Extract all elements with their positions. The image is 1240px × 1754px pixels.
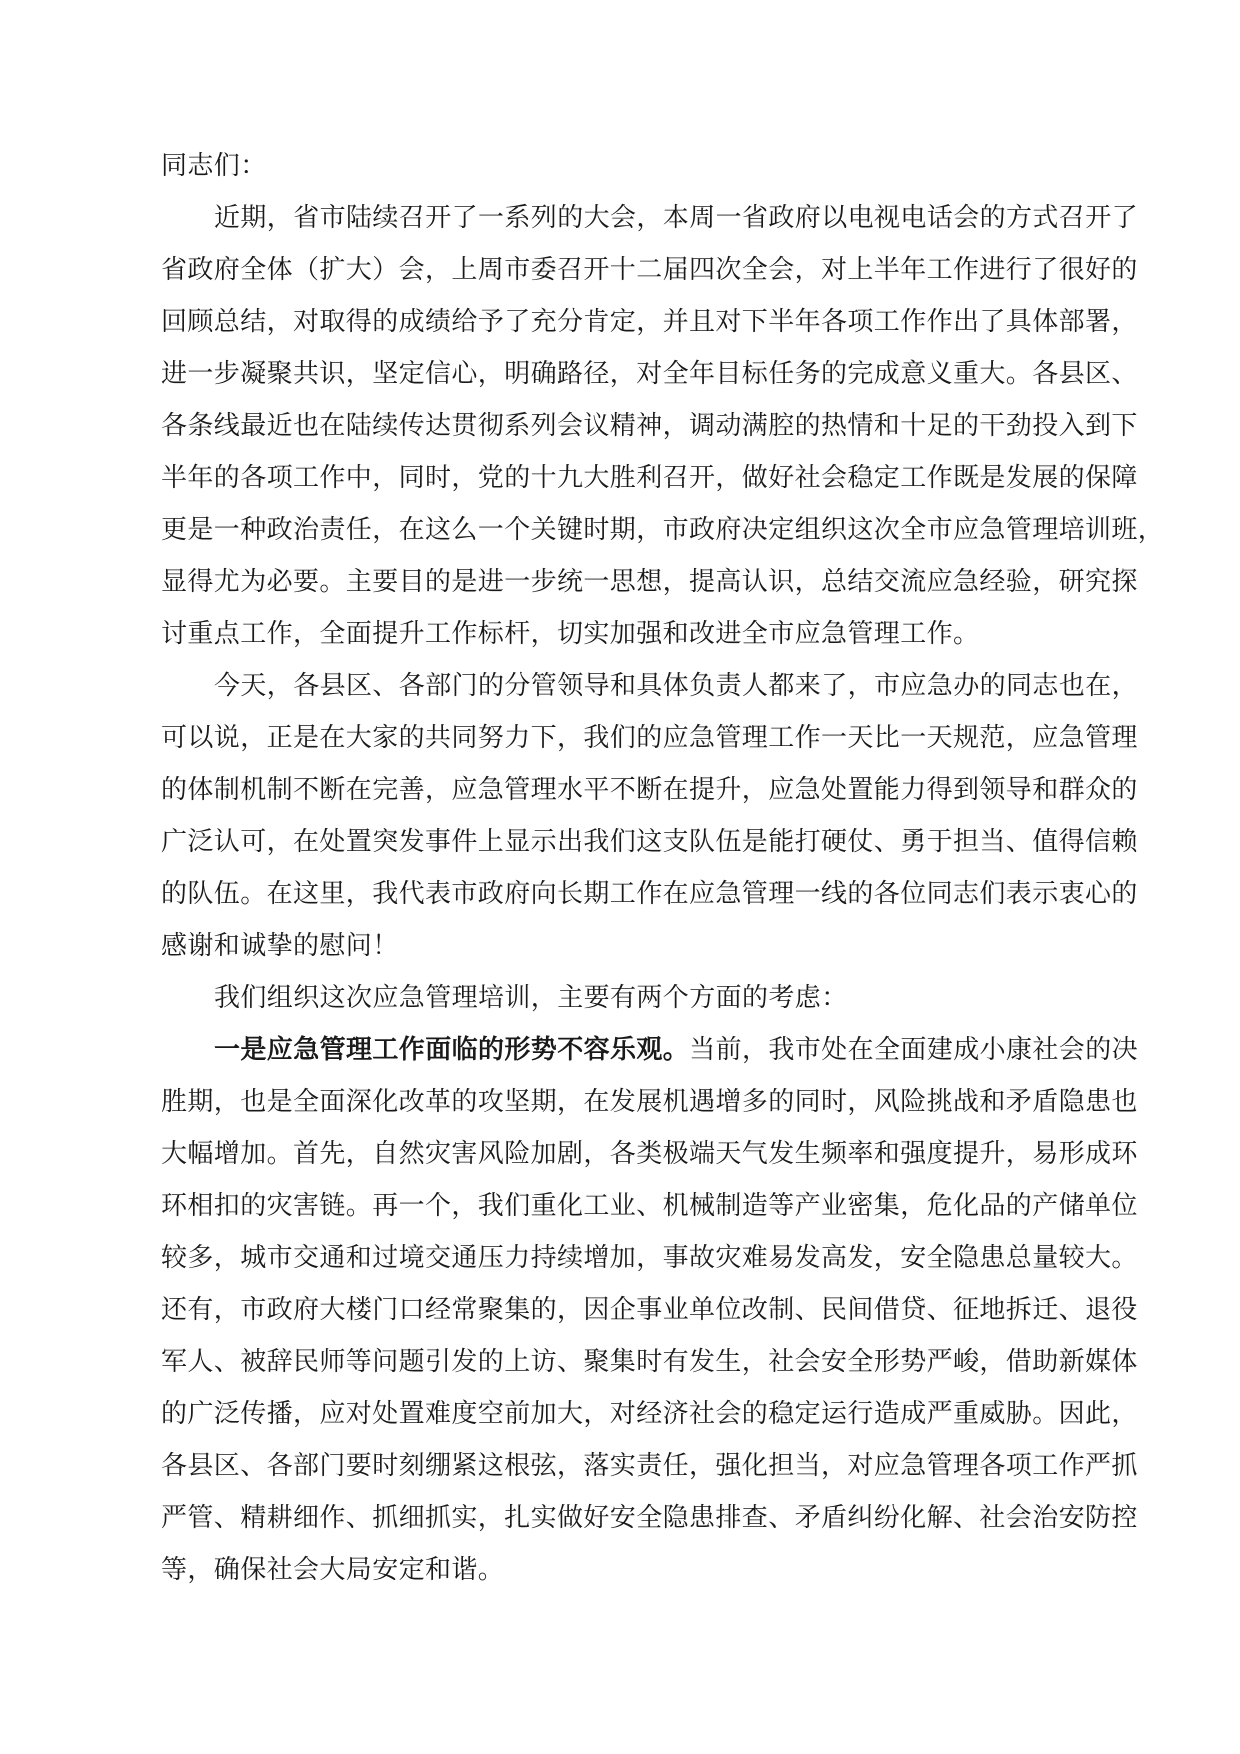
paragraph-line: 胜期，也是全面深化改革的攻坚期，在发展机遇增多的同时，风险挑战和矛盾隐患也 (161, 1087, 1138, 1117)
paragraph-line: 感谢和诚挚的慰问！ (161, 931, 399, 961)
paragraph-line: 近期，省市陆续召开了一系列的大会，本周一省政府以电视电话会的方式召开了 (214, 203, 1139, 233)
paragraph-line: 大幅增加。首先，自然灾害风险加剧，各类极端天气发生频率和强度提升，易形成环 (161, 1139, 1138, 1169)
paragraph-3 (161, 972, 1091, 1024)
paragraph-line: 军人、被辞民师等问题引发的上访、聚集时有发生，社会安全形势严峻，借助新媒体 (161, 1347, 1138, 1377)
paragraph-line: 省政府全体（扩大）会，上周市委召开十二届四次全会，对上半年工作进行了很好的 (161, 255, 1138, 285)
paragraph-line: 的队伍。在这里，我代表市政府向长期工作在应急管理一线的各位同志们表示衷心的 (161, 879, 1138, 909)
paragraph-line: 进一步凝聚共识，坚定信心，明确路径，对全年目标任务的完成意义重大。各县区、 (161, 359, 1138, 389)
paragraph-line: 较多，城市交通和过境交通压力持续增加，事故灾难易发高发，安全隐患总量较大。 (161, 1243, 1138, 1273)
paragraph-line: 显得尤为必要。主要目的是进一步统一思想，提高认识，总结交流应急经验，研究探 (161, 567, 1138, 597)
paragraph-line: 的体制机制不断在完善，应急管理水平不断在提升，应急处置能力得到领导和群众的 (161, 775, 1138, 805)
paragraph-line: 半年的各项工作中，同时，党的十九大胜利召开，做好社会稳定工作既是发展的保障 (161, 463, 1138, 493)
paragraph-line: 各条线最近也在陆续传达贯彻系列会议精神，调动满腔的热情和十足的干劲投入到下 (161, 411, 1138, 441)
paragraph-line: 更是一种政治责任，在这么一个关键时期，市政府决定组织这次全市应急管理培训班， (161, 515, 1165, 545)
paragraph-line: 可以说，正是在大家的共同努力下，我们的应急管理工作一天比一天规范，应急管理 (161, 723, 1138, 753)
paragraph-line: 严管、精耕细作、抓细抓实，扎实做好安全隐患排查、矛盾纠纷化解、社会治安防控 (161, 1503, 1138, 1533)
paragraph-line: 各县区、各部门要时刻绷紧这根弦，落实责任，强化担当，对应急管理各项工作严抓 (161, 1451, 1138, 1481)
paragraph-line: 我们组织这次应急管理培训，主要有两个方面的考虑： (214, 983, 848, 1013)
document-page (161, 140, 1165, 1596)
paragraph-line (161, 1024, 1139, 1076)
paragraph-line: 的广泛传播，应对处置难度空前加大，对经济社会的稳定运行造成严重威胁。因此， (161, 1399, 1138, 1429)
paragraph-line: 回顾总结，对取得的成绩给予了充分肯定，并且对下半年各项工作作出了具体部署， (161, 307, 1138, 337)
paragraph-2 (161, 660, 1139, 972)
paragraph-text: 当前，我市处在全面建成小康社会的决 (689, 1035, 1139, 1065)
paragraph-4 (161, 1024, 1139, 1596)
paragraph-line: 环相扣的灾害链。再一个，我们重化工业、机械制造等产业密集，危化品的产储单位 (161, 1191, 1138, 1221)
paragraph-line: 讨重点工作，全面提升工作标杆，切实加强和改进全市应急管理工作。 (161, 619, 980, 649)
paragraph-line: 今天，各县区、各部门的分管领导和具体负责人都来了，市应急办的同志也在， (214, 671, 1139, 701)
paragraph-1 (161, 192, 1165, 660)
salutation: 同志们： (161, 151, 267, 181)
paragraph-line: 还有，市政府大楼门口经常聚集的，因企事业单位改制、民间借贷、征地拆迁、退役 (161, 1295, 1138, 1325)
paragraph-line: 广泛认可，在处置突发事件上显示出我们这支队伍是能打硬仗、勇于担当、值得信赖 (161, 827, 1138, 857)
section-heading: 一是应急管理工作面临的形势不容乐观。 (214, 1035, 690, 1065)
paragraph-line: 等，确保社会大局安定和谐。 (161, 1555, 505, 1585)
